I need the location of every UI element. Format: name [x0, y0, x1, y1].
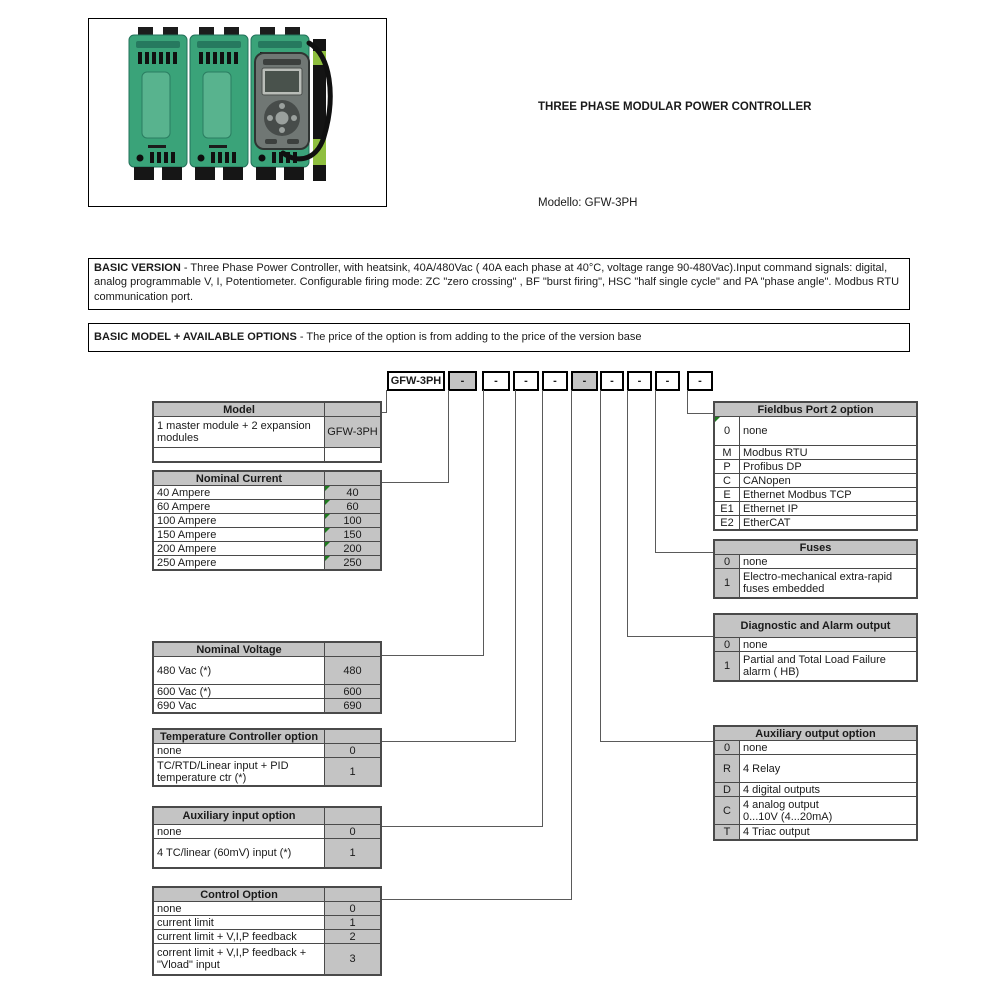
table-title: Fieldbus Port 2 option — [757, 403, 874, 416]
basic-version-label: BASIC VERSION — [94, 262, 181, 274]
control-option-table — [152, 886, 382, 976]
table-row: 600 Vac (*) 600 — [154, 684, 380, 698]
table-row: 0 none — [715, 554, 916, 568]
model-table — [152, 401, 382, 463]
table-row: M Modbus RTU — [715, 445, 916, 459]
table-row: 4 TC/linear (60mV) input (*) 1 — [154, 838, 380, 867]
order-code-slot-8: - — [655, 371, 680, 391]
order-code-slot-4: - — [542, 371, 568, 391]
comment-marker-icon — [325, 500, 330, 505]
basic-version-text: - Three Phase Power Controller, with heatsink, 40A/480Vac ( 40A each phase at 40°C, voltage range 90-480Vac).Input command signals: digital, analog programmable V, I, Potentiometer. Configurable firing mode: ZC "zero crossing" , BF "burst firing", HSC "half single cycle" and PA "phase angle". Modbus RTU communication port. — [94, 262, 900, 303]
table-row: E2 EtherCAT — [715, 515, 916, 529]
table-row: T 4 Triac output — [715, 824, 916, 839]
table-row: 200 Ampere 200 — [154, 541, 380, 555]
order-code-slot-9: - — [687, 371, 713, 391]
table-row: 1 Partial and Total Load Failure alarm ( HB) — [715, 651, 916, 680]
auxiliary-output-table — [713, 725, 918, 841]
table-row: C 4 analog output 0...10V (4...20mA) — [715, 796, 916, 824]
fieldbus-port2-table — [713, 401, 918, 531]
table-row: C CANopen — [715, 473, 916, 487]
temperature-controller-table — [152, 728, 382, 787]
handheld-programmer — [255, 53, 309, 149]
table-row: current limit 1 — [154, 915, 380, 929]
table-title: Nominal Current — [195, 472, 283, 485]
table-row: E Ethernet Modbus TCP — [715, 487, 916, 501]
table-row: P Profibus DP — [715, 459, 916, 473]
table-row: 250 Ampere 250 — [154, 555, 380, 569]
table-row: 100 Ampere 100 — [154, 513, 380, 527]
comment-marker-icon — [325, 542, 330, 547]
diagnostic-alarm-table — [713, 613, 918, 682]
table-row — [154, 447, 380, 461]
table-row: R 4 Relay — [715, 754, 916, 782]
table-row: 0 none — [715, 416, 916, 445]
table-row: 480 Vac (*) 480 — [154, 656, 380, 684]
table-row: none 0 — [154, 824, 380, 838]
order-code-slot-2: - — [482, 371, 510, 391]
table-row: 40 Ampere 40 — [154, 485, 380, 499]
table-row: 1 master module + 2 expansion modules GFW-3PH — [154, 416, 380, 447]
table-row: current limit + V,I,P feedback 2 — [154, 929, 380, 943]
nominal-voltage-table — [152, 641, 382, 714]
table-row: 0 none — [715, 740, 916, 754]
table-title: Nominal Voltage — [196, 643, 282, 656]
table-title: Model — [223, 403, 255, 416]
comment-marker-icon — [325, 514, 330, 519]
table-row: 60 Ampere 60 — [154, 499, 380, 513]
comment-marker-icon — [325, 556, 330, 561]
table-title: Fuses — [799, 541, 832, 554]
table-row: none 0 — [154, 743, 380, 757]
basic-model-box — [88, 323, 910, 352]
table-row: D 4 digital outputs — [715, 782, 916, 796]
table-row: 1 Electro-mechanical extra-rapid fuses embedded — [715, 568, 916, 597]
product-photo — [88, 18, 387, 207]
table-title: Control Option — [200, 888, 278, 901]
model-label: Modello: GFW-3PH — [538, 197, 638, 209]
order-code-slot-1: - — [448, 371, 477, 391]
table-title: Auxiliary input option — [182, 810, 296, 822]
table-row: 690 Vac 690 — [154, 698, 380, 712]
table-row: none 0 — [154, 901, 380, 915]
comment-marker-icon — [715, 417, 720, 422]
table-row: 150 Ampere 150 — [154, 527, 380, 541]
basic-model-text: - The price of the option is from adding to the price of the version base — [296, 331, 642, 344]
page-title: THREE PHASE MODULAR POWER CONTROLLER — [538, 101, 812, 113]
comment-marker-icon — [325, 528, 330, 533]
table-row: corrent limit + V,I,P feedback + "Vload" input 3 — [154, 943, 380, 974]
nominal-current-table — [152, 470, 382, 571]
table-row: E1 Ethernet IP — [715, 501, 916, 515]
auxiliary-input-table — [152, 806, 382, 869]
comment-marker-icon — [325, 486, 330, 491]
order-code-slot-7: - — [627, 371, 652, 391]
table-title: Auxiliary output option — [755, 727, 876, 740]
order-code-slot-5: - — [571, 371, 598, 391]
basic-model-label: BASIC MODEL + AVAILABLE OPTIONS — [94, 331, 297, 344]
table-title: Temperature Controller option — [159, 730, 319, 743]
order-code-model-box: GFW-3PH — [387, 371, 445, 391]
power-controller-illustration — [127, 25, 349, 197]
fuses-table — [713, 539, 918, 599]
table-row: TC/RTD/Linear input + PID temperature ctr (*) 1 — [154, 757, 380, 785]
order-code-slot-6: - — [600, 371, 624, 391]
basic-version-box — [88, 258, 910, 310]
table-title: Diagnostic and Alarm output — [740, 620, 891, 632]
order-code-slot-3: - — [513, 371, 539, 391]
table-row: 0 none — [715, 637, 916, 651]
